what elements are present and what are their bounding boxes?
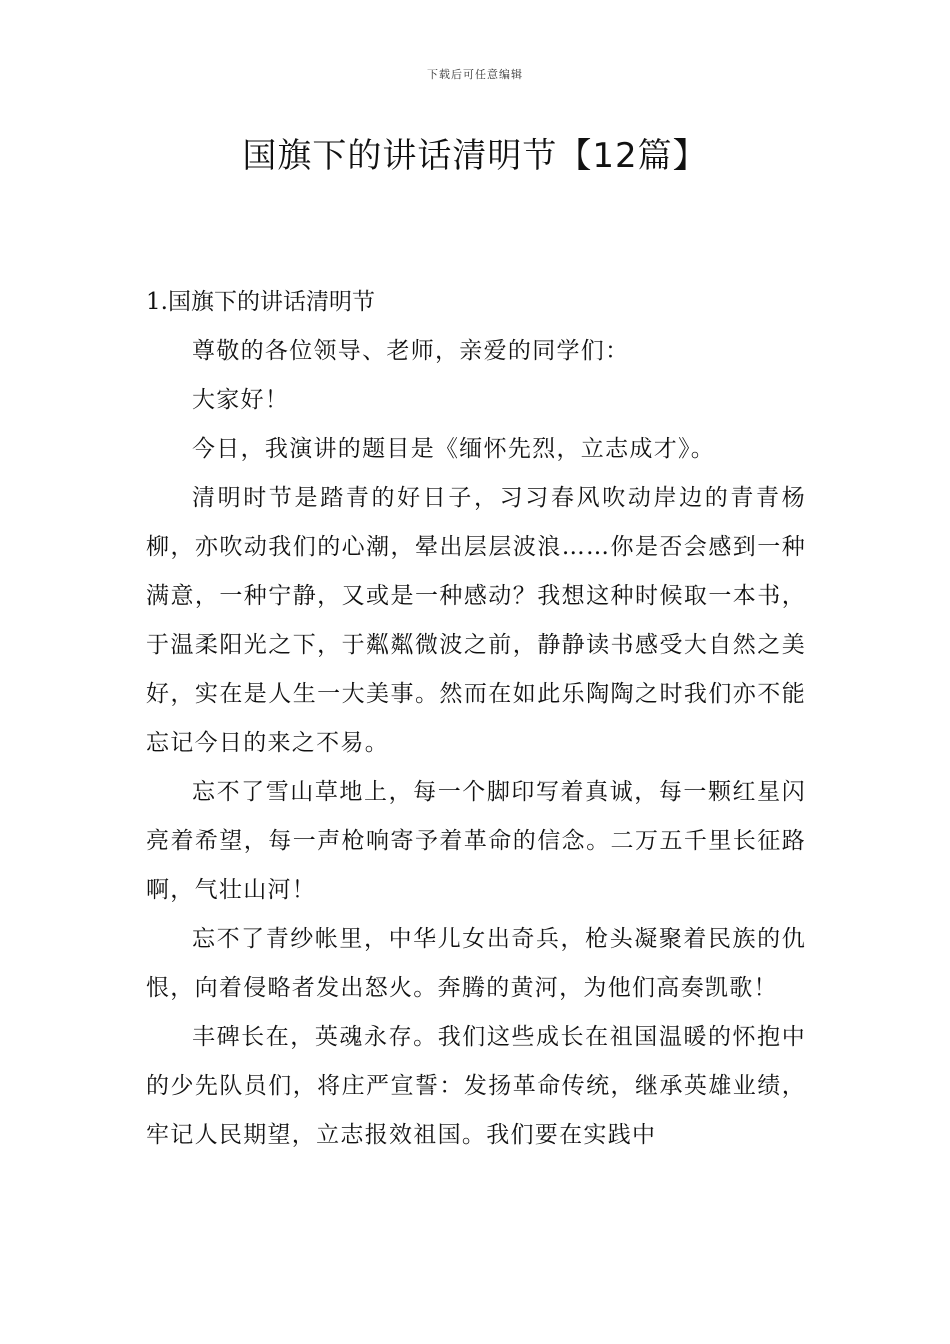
document-title: 国旗下的讲话清明节【12篇】 xyxy=(242,136,708,176)
section-heading: 1.国旗下的讲话清明节 xyxy=(146,289,375,315)
body-paragraph: 忘不了雪山草地上，每一个脚印写着真诚，每一颗红星闪亮着希望，每一声枪响寄予着革命的信念。二万五千里长征路啊，气壮山河！ xyxy=(146,779,806,903)
body-paragraph: 丰碑长在，英魂永存。我们这些成长在祖国温暖的怀抱中的少先队员们，将庄严宣誓：发扬革命传统，继承英雄业绩，牢记人民期望，立志报效祖国。我们要在实践中 xyxy=(146,1024,806,1148)
salutation-paragraph: 尊敬的各位领导、老师，亲爱的同学们： xyxy=(192,338,630,364)
topic-paragraph: 今日，我演讲的题目是《缅怀先烈，立志成才》。 xyxy=(192,436,716,462)
body-paragraph: 清明时节是踏青的好日子，习习春风吹动岸边的青青杨柳，亦吹动我们的心潮，晕出层层波浪……你是否会感到一种满意，一种宁静，又或是一种感动？我想这种时候取一本书，于温柔阳光之下，于粼粼微波之前，静静读书感受大自然之美好，实在是人生一大美事。然而在如此乐陶陶之时我们亦不能忘记今日的来之不易。 xyxy=(146,485,806,756)
greeting-paragraph: 大家好！ xyxy=(192,387,290,413)
header-note: 下载后可任意编辑 xyxy=(427,68,523,81)
document-body xyxy=(146,278,806,1160)
body-paragraph: 忘不了青纱帐里，中华儿女出奇兵，枪头凝聚着民族的仇恨，向着侵略者发出怒火。奔腾的黄河，为他们高奏凯歌！ xyxy=(146,926,806,1001)
